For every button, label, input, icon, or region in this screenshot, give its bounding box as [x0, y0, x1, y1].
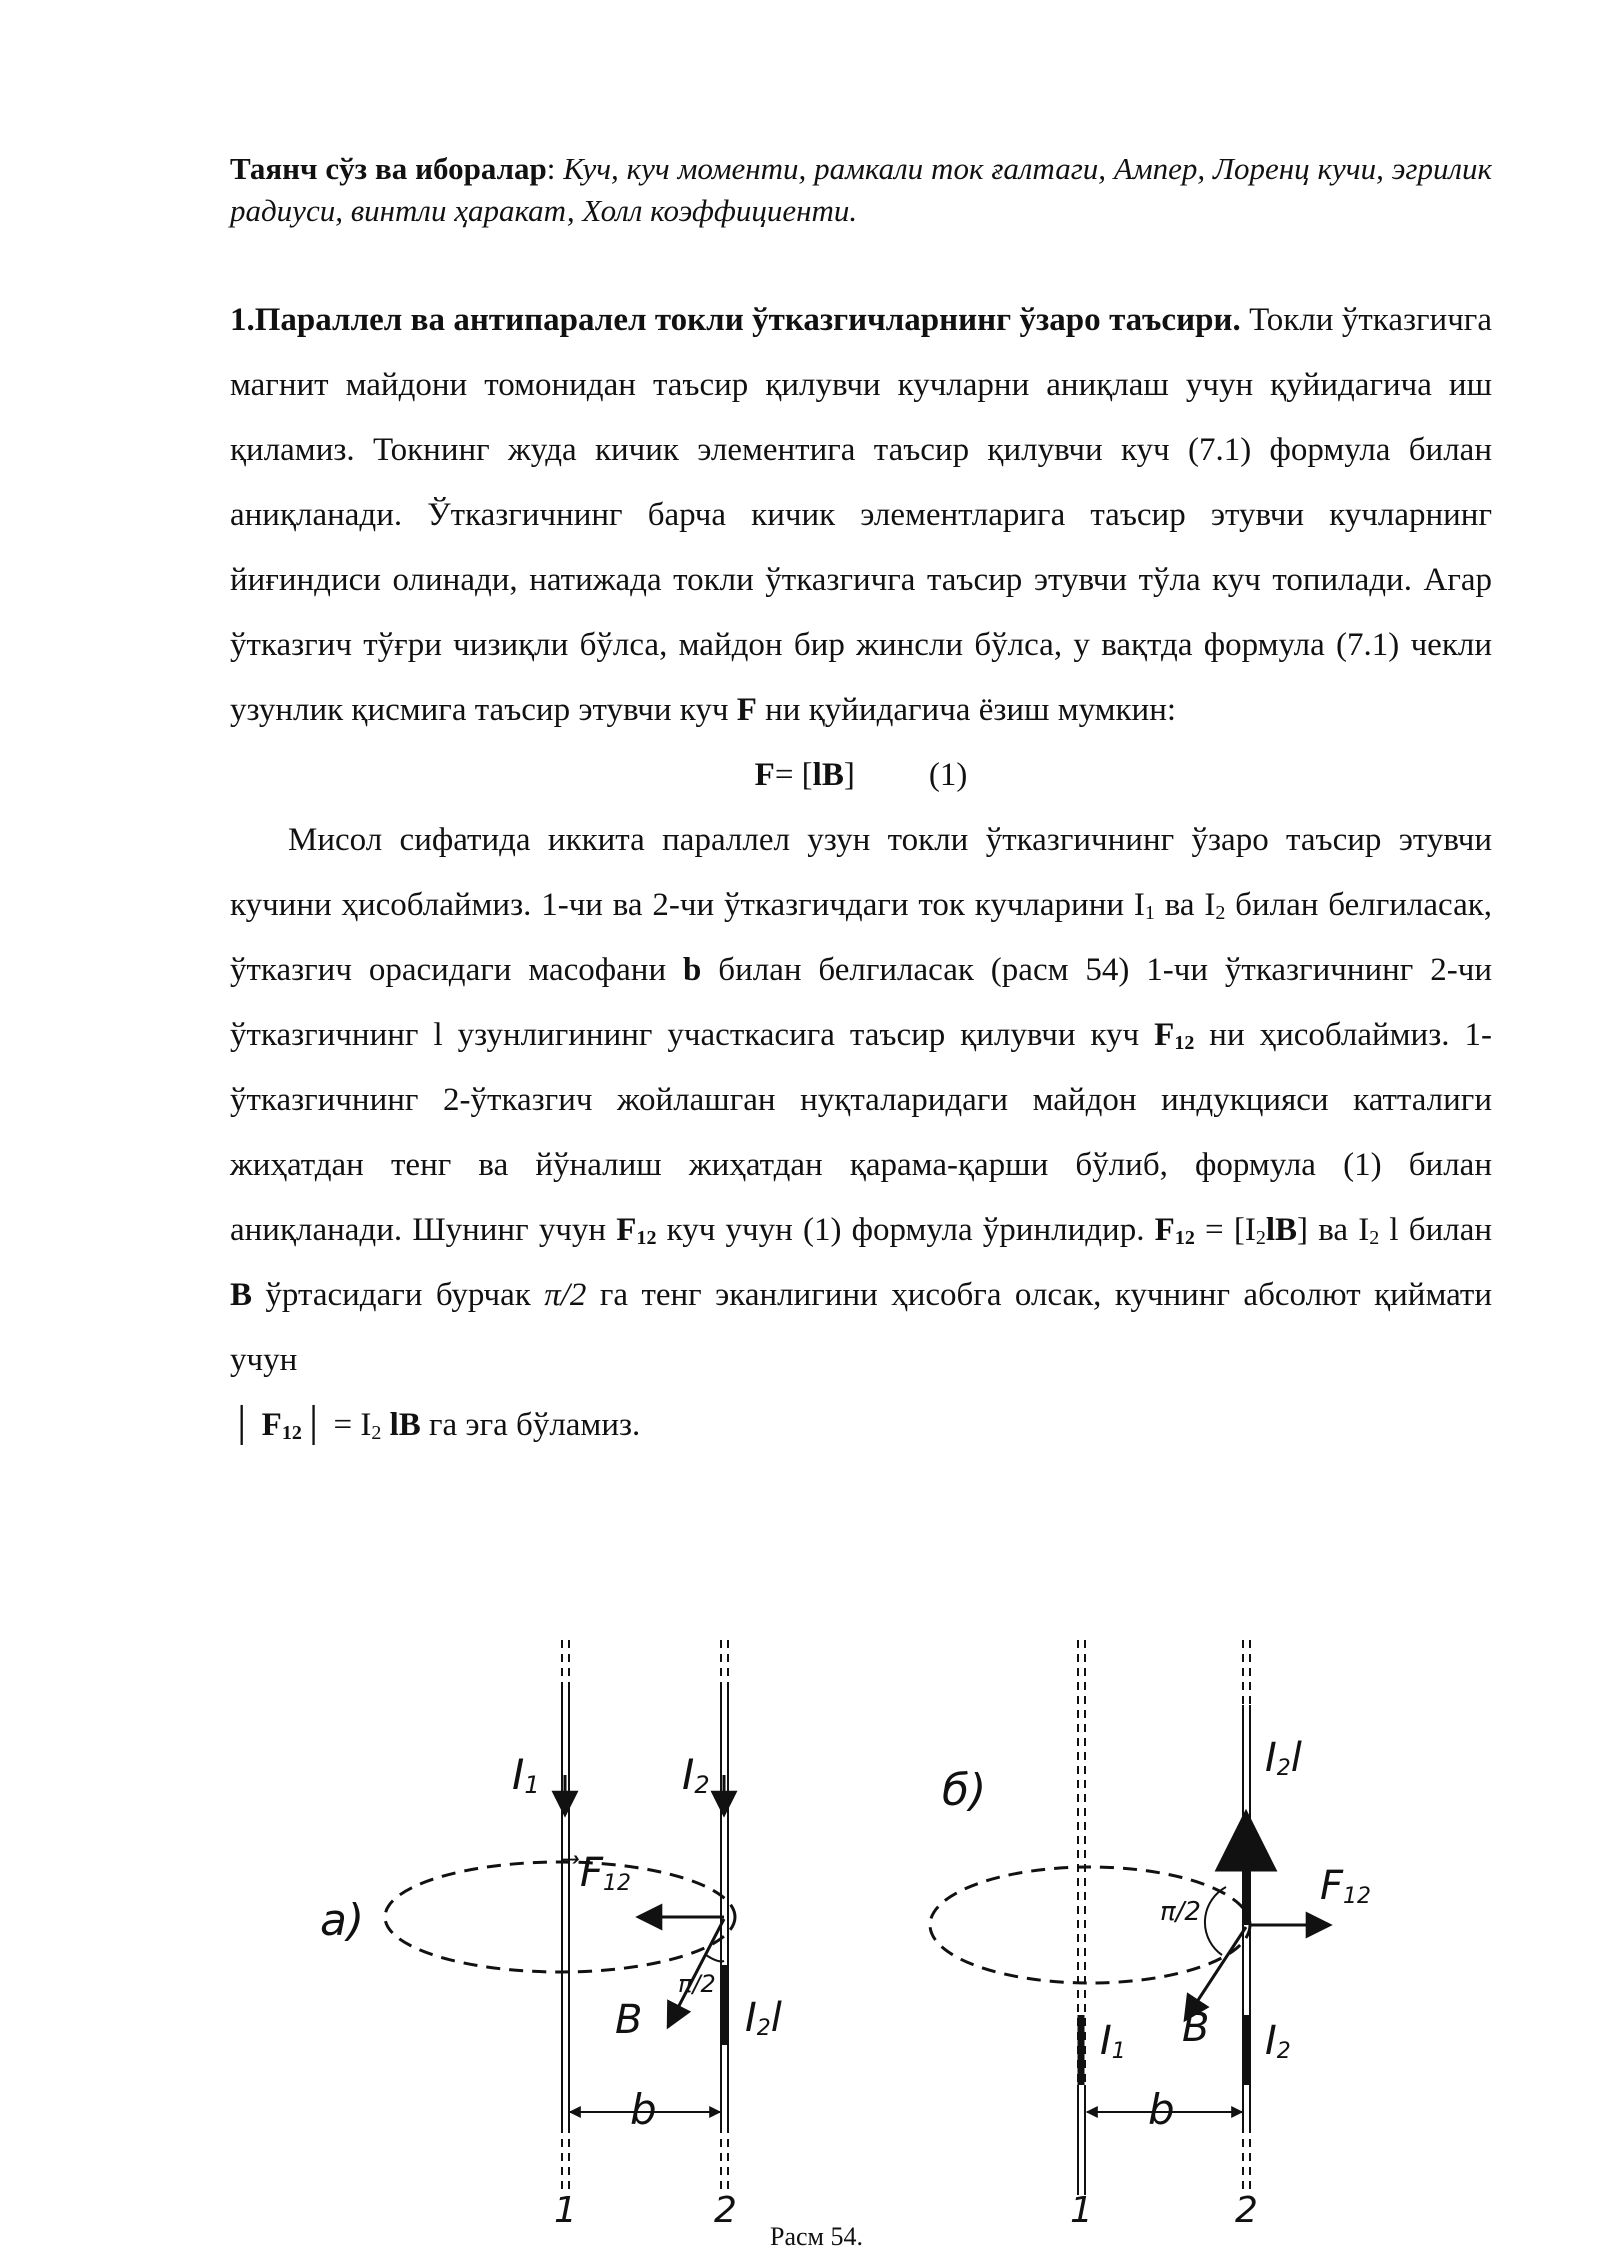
figure-diagram	[290, 1625, 1400, 2255]
section-paragraph-2: Мисол сифатида иккита параллел узун токли ўтказгичнинг ўзаро таъсир этувчи кучини ҳисоблаймиз. 1-чи ва 2-чи ўтказгичдаги ток кучларини $I_1$ ва $I_2$ билан белгиласак, ўтказгич орасидаги масофани b билан белгиласак (расм 54) 1-чи ўтказгичнинг 2-чи ўтказгичнинг l узунлигининг участкасига таъсир қилувчи куч $F_{12}$ ни ҳисоблаймиз. 1-ўтказгичнинг 2-ўтказгич жойлашган нуқталаридаги майдон индукцияси катталиги жиҳатдан тенг ва йўналиш жиҳатдан қарама-қарши бўлиб, формула (1) билан аниқланади. Шунинг учун $F_{12}$ куч учун (1) формула ўринлидир. $F_{12} = [I_2lB]$ ва $I_2$ l билан B ўртасидаги бурчак π/2 га тенг эканлигини ҳисобга олсак, кучнинг абсолют қиймати учун │ $F_{12}│ = I_2$ lB га эга бўламиз.	[230, 822, 1492, 1444]
keywords-list: Куч, куч моменти, рамкали ток ғалтаги, Ампер, Лоренц кучи, эгрилик радиуси, винтли ҳаракат, Холл коэффициенти.	[230, 151, 1493, 228]
figure-54	[290, 1625, 1400, 2255]
label-b-a: b	[630, 2085, 657, 2134]
keywords-label: Таянч сўз ва иборалар	[230, 151, 547, 186]
label-B-a: B	[615, 1997, 643, 2043]
label-b-b: b	[1148, 2085, 1175, 2134]
label-I1-b: $I_1$	[1100, 2018, 1126, 2064]
label-wire1-b: 1	[1070, 2190, 1093, 2231]
panel-b	[930, 1640, 1330, 2195]
label-I2l-b: $I_2l$	[1265, 1735, 1302, 1781]
label-F12-b: $F_{12}$	[1320, 1863, 1372, 1909]
section-body	[230, 288, 1492, 1458]
document-page	[230, 148, 1492, 1458]
panel-b-label: б)	[942, 1765, 987, 1816]
label-angle-a: π/2	[678, 1970, 716, 1998]
keywords-paragraph: Таянч сўз ва иборалар: Куч, куч моменти, рамкали ток ғалтаги, Ампер, Лоренц кучи, эгрилик радиуси, винтли ҳаракат, Холл коэффициенти.	[230, 151, 1493, 228]
label-F12-a: $F_{12}$	[580, 1850, 632, 1896]
section-heading: 1.Параллел ва антипаралел токли ўтказгичларнинг ўзаро таъсири.	[230, 302, 1241, 338]
label-I2-a: $I_2$	[682, 1750, 710, 1799]
label-B-b: B	[1182, 2005, 1210, 2051]
label-angle-b: π/2	[1160, 1897, 1201, 1927]
formula-number: (1)	[928, 757, 968, 793]
label-I2-b: $I_2$	[1265, 2018, 1291, 2064]
figure-caption: Расм 54.	[770, 2222, 863, 2251]
label-wire1-a: 1	[554, 2190, 577, 2231]
panel-a	[385, 1640, 735, 2195]
label-wire2-a: 2	[714, 2190, 737, 2231]
label-wire2-b: 2	[1235, 2190, 1258, 2231]
label-I1-a: $I_1$	[512, 1750, 540, 1799]
label-I2l-a: $I_2l$	[745, 1995, 782, 2041]
panel-a-label: а)	[320, 1895, 365, 1946]
section-paragraph-1: 1.Параллел ва антипаралел токли ўтказгичларнинг ўзаро таъсири. Токли ўтказгичга магнит майдони томонидан таъсир қилувчи кучларни аниқлаш учун қуйидагича иш қиламиз. Токнинг жуда кичик элементига таъсир қилувчи куч (7.1) формула билан аниқланади. Ўтказгичнинг барча кичик элементларига таъсир этувчи кучларнинг йиғиндиси олинади, натижада токли ўтказгичга таъсир этувчи тўла куч топилади. Агар ўтказгич тўғри чизиқли бўлса, майдон бир жинсли бўлса, у вақтда формула (7.1) чекли узунлик қисмига таъсир этувчи куч F ни қуйидагича ёзиш мумкин:	[230, 302, 1492, 728]
formula-1: F= [lB] (1)	[754, 757, 968, 793]
